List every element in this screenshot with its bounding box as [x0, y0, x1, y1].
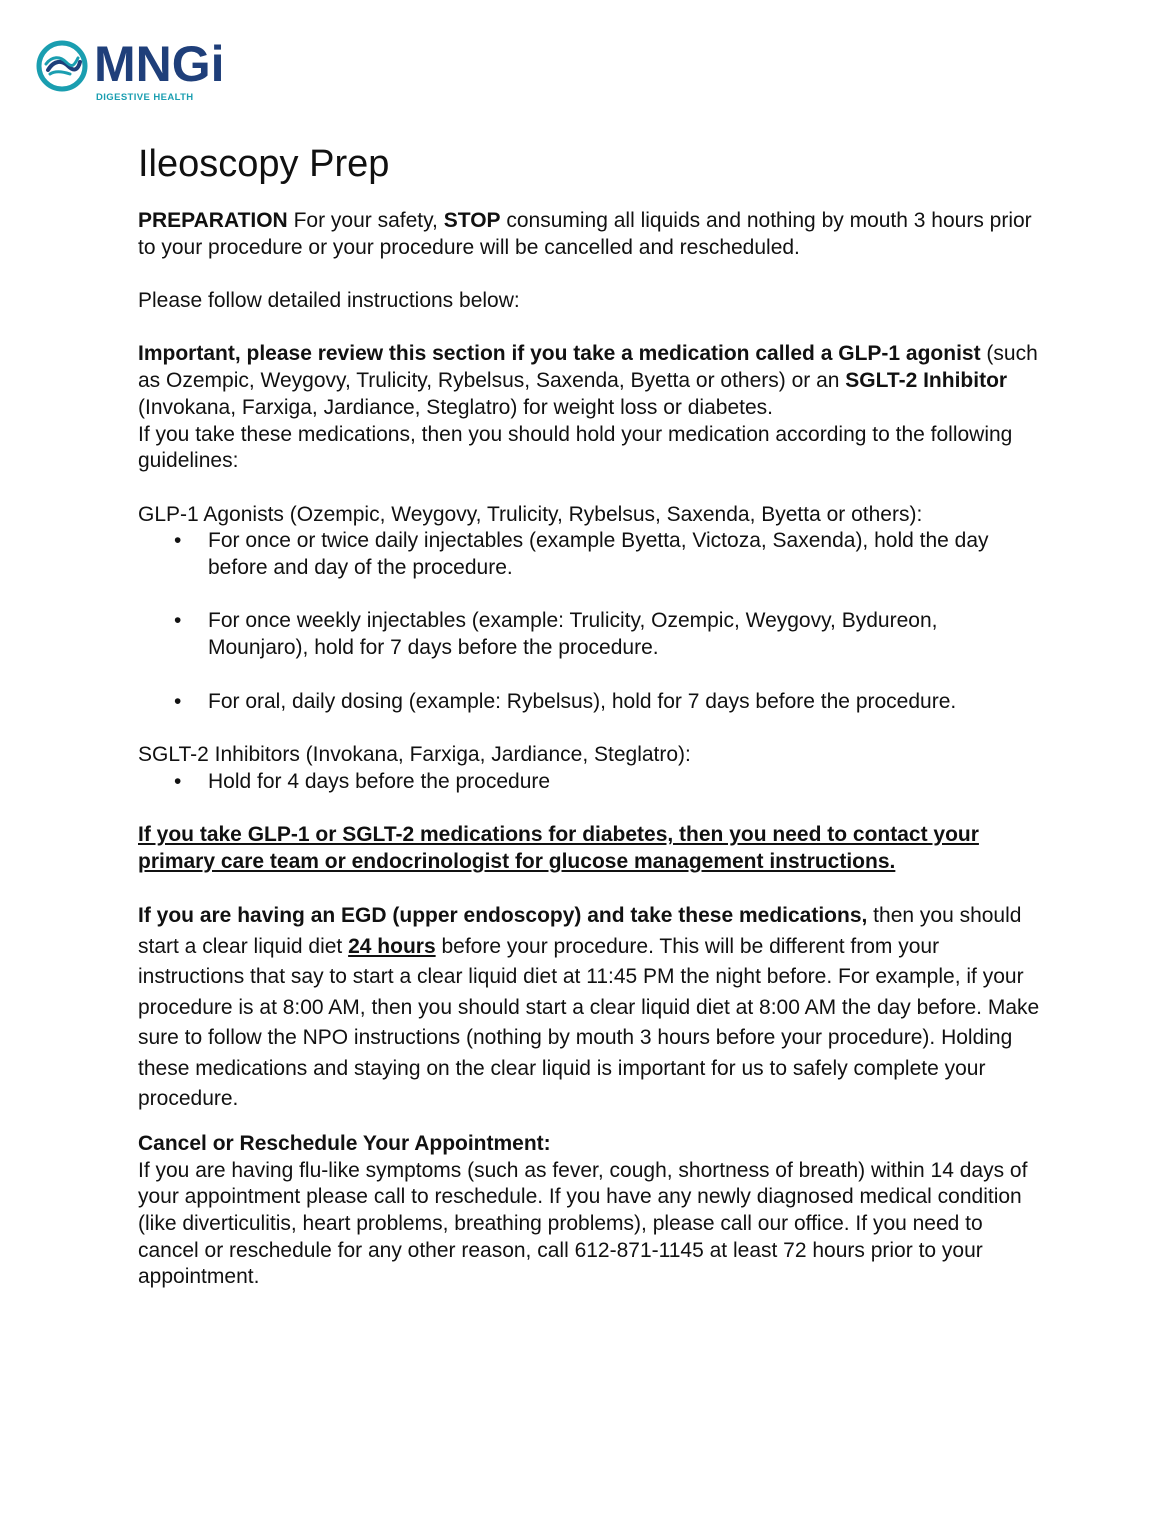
logo-wordmark: MNGi — [94, 36, 225, 92]
glp1-list — [138, 528, 1043, 715]
follow-instructions: Please follow detailed instructions below: — [138, 289, 520, 313]
egd-text-2: before your procedure. This will be different from your instructions that say to start a clear liquid diet at 11:45 PM the night before. For example, if your procedure is at 8:00 AM, then you should start a clear liquid diet at 8:00 AM the day before. Make sure to follow the NPO instructions (nothing by mouth 3 hours before your procedure). Holding these medications and staying on the clear liquid is important for us to safely complete your procedure. — [138, 934, 1040, 1111]
list-item — [174, 528, 1043, 581]
cancel-heading-text: Cancel or Reschedule Your Appointment: — [138, 1131, 551, 1155]
preparation-label: PREPARATION — [138, 209, 288, 232]
important-bold-2: SGLT-2 Inhibitor — [845, 369, 1008, 393]
preparation-text-1: For your safety, — [287, 209, 444, 232]
glp1-heading: GLP-1 Agonists (Ozempic, Weygovy, Trulicity, Rybelsus, Saxenda, Byetta or others): — [138, 502, 923, 526]
logo-mark-icon — [36, 40, 90, 94]
cancel-paragraph: If you are having flu-like symptoms (such as fever, cough, shortness of breath) within 14 days of your appointment please call to reschedule. If you have any newly diagnosed medical condition (like diverticulitis, heart problems, breathing problems), please call our office. If you need to cancel or reschedule for any other reason, call 612-871-1145 at least 72 hours prior to your appointment. — [138, 1158, 1028, 1289]
egd-bold: If you are having an EGD (upper endoscopy) and take these medications, — [138, 904, 868, 928]
important-bold-1: Important, please review this section if you take a medication called a GLP-1 agonist — [138, 342, 981, 366]
mngi-logo — [36, 36, 256, 104]
hold-guidelines: If you take these medications, then you should hold your medication according to the following guidelines: — [138, 422, 1013, 473]
sglt2-heading: SGLT-2 Inhibitors (Invokana, Farxiga, Jardiance, Steglatro): — [138, 742, 691, 766]
egd-text-1: then you should start a clear liquid diet — [138, 904, 1022, 958]
preparation-paragraph — [138, 208, 1043, 261]
bullet-icon: • — [174, 689, 182, 713]
cancel-heading — [138, 1131, 1043, 1158]
list-item-text: For once or twice daily injectables (example Byetta, Victoza, Saxenda), hold the day before and day of the procedure. — [208, 529, 989, 580]
list-item — [174, 608, 1043, 661]
stop-label: STOP — [443, 209, 501, 232]
diabetes-warning: If you take GLP-1 or SGLT-2 medications for diabetes, then you need to contact your primary care team or endocrinologist for glucose management instructions. — [138, 823, 979, 873]
list-item — [174, 769, 1043, 796]
bullet-icon: • — [174, 769, 182, 793]
egd-paragraph — [138, 901, 1043, 1115]
sglt2-list — [138, 769, 1043, 796]
list-item-text: For oral, daily dosing (example: Rybelsus), hold for 7 days before the procedure. — [208, 689, 957, 713]
egd-hours: 24 hours — [348, 934, 436, 958]
list-item-text: Hold for 4 days before the procedure — [208, 769, 551, 793]
preparation-text-2: consuming all liquids and nothing by mouth 3 hours prior to your procedure or your procedure will be cancelled and rescheduled. — [138, 209, 1032, 259]
logo-tagline: DIGESTIVE HEALTH — [96, 92, 194, 103]
list-item-text: For once weekly injectables (example: Trulicity, Ozempic, Weygovy, Bydureon, Mounjaro), hold for 7 days before the procedure. — [208, 609, 938, 660]
document-body — [138, 138, 1043, 1291]
important-paragraph — [138, 341, 1043, 421]
bullet-icon: • — [174, 609, 182, 633]
list-item — [174, 689, 1043, 716]
bullet-icon: • — [174, 529, 182, 553]
page-title: Ileoscopy Prep — [138, 143, 390, 185]
important-text-2: (Invokana, Farxiga, Jardiance, Steglatro) for weight loss or diabetes. — [138, 395, 773, 419]
important-text-1: (such as Ozempic, Weygovy, Trulicity, Rybelsus, Saxenda, Byetta or others) or an — [138, 342, 1038, 393]
